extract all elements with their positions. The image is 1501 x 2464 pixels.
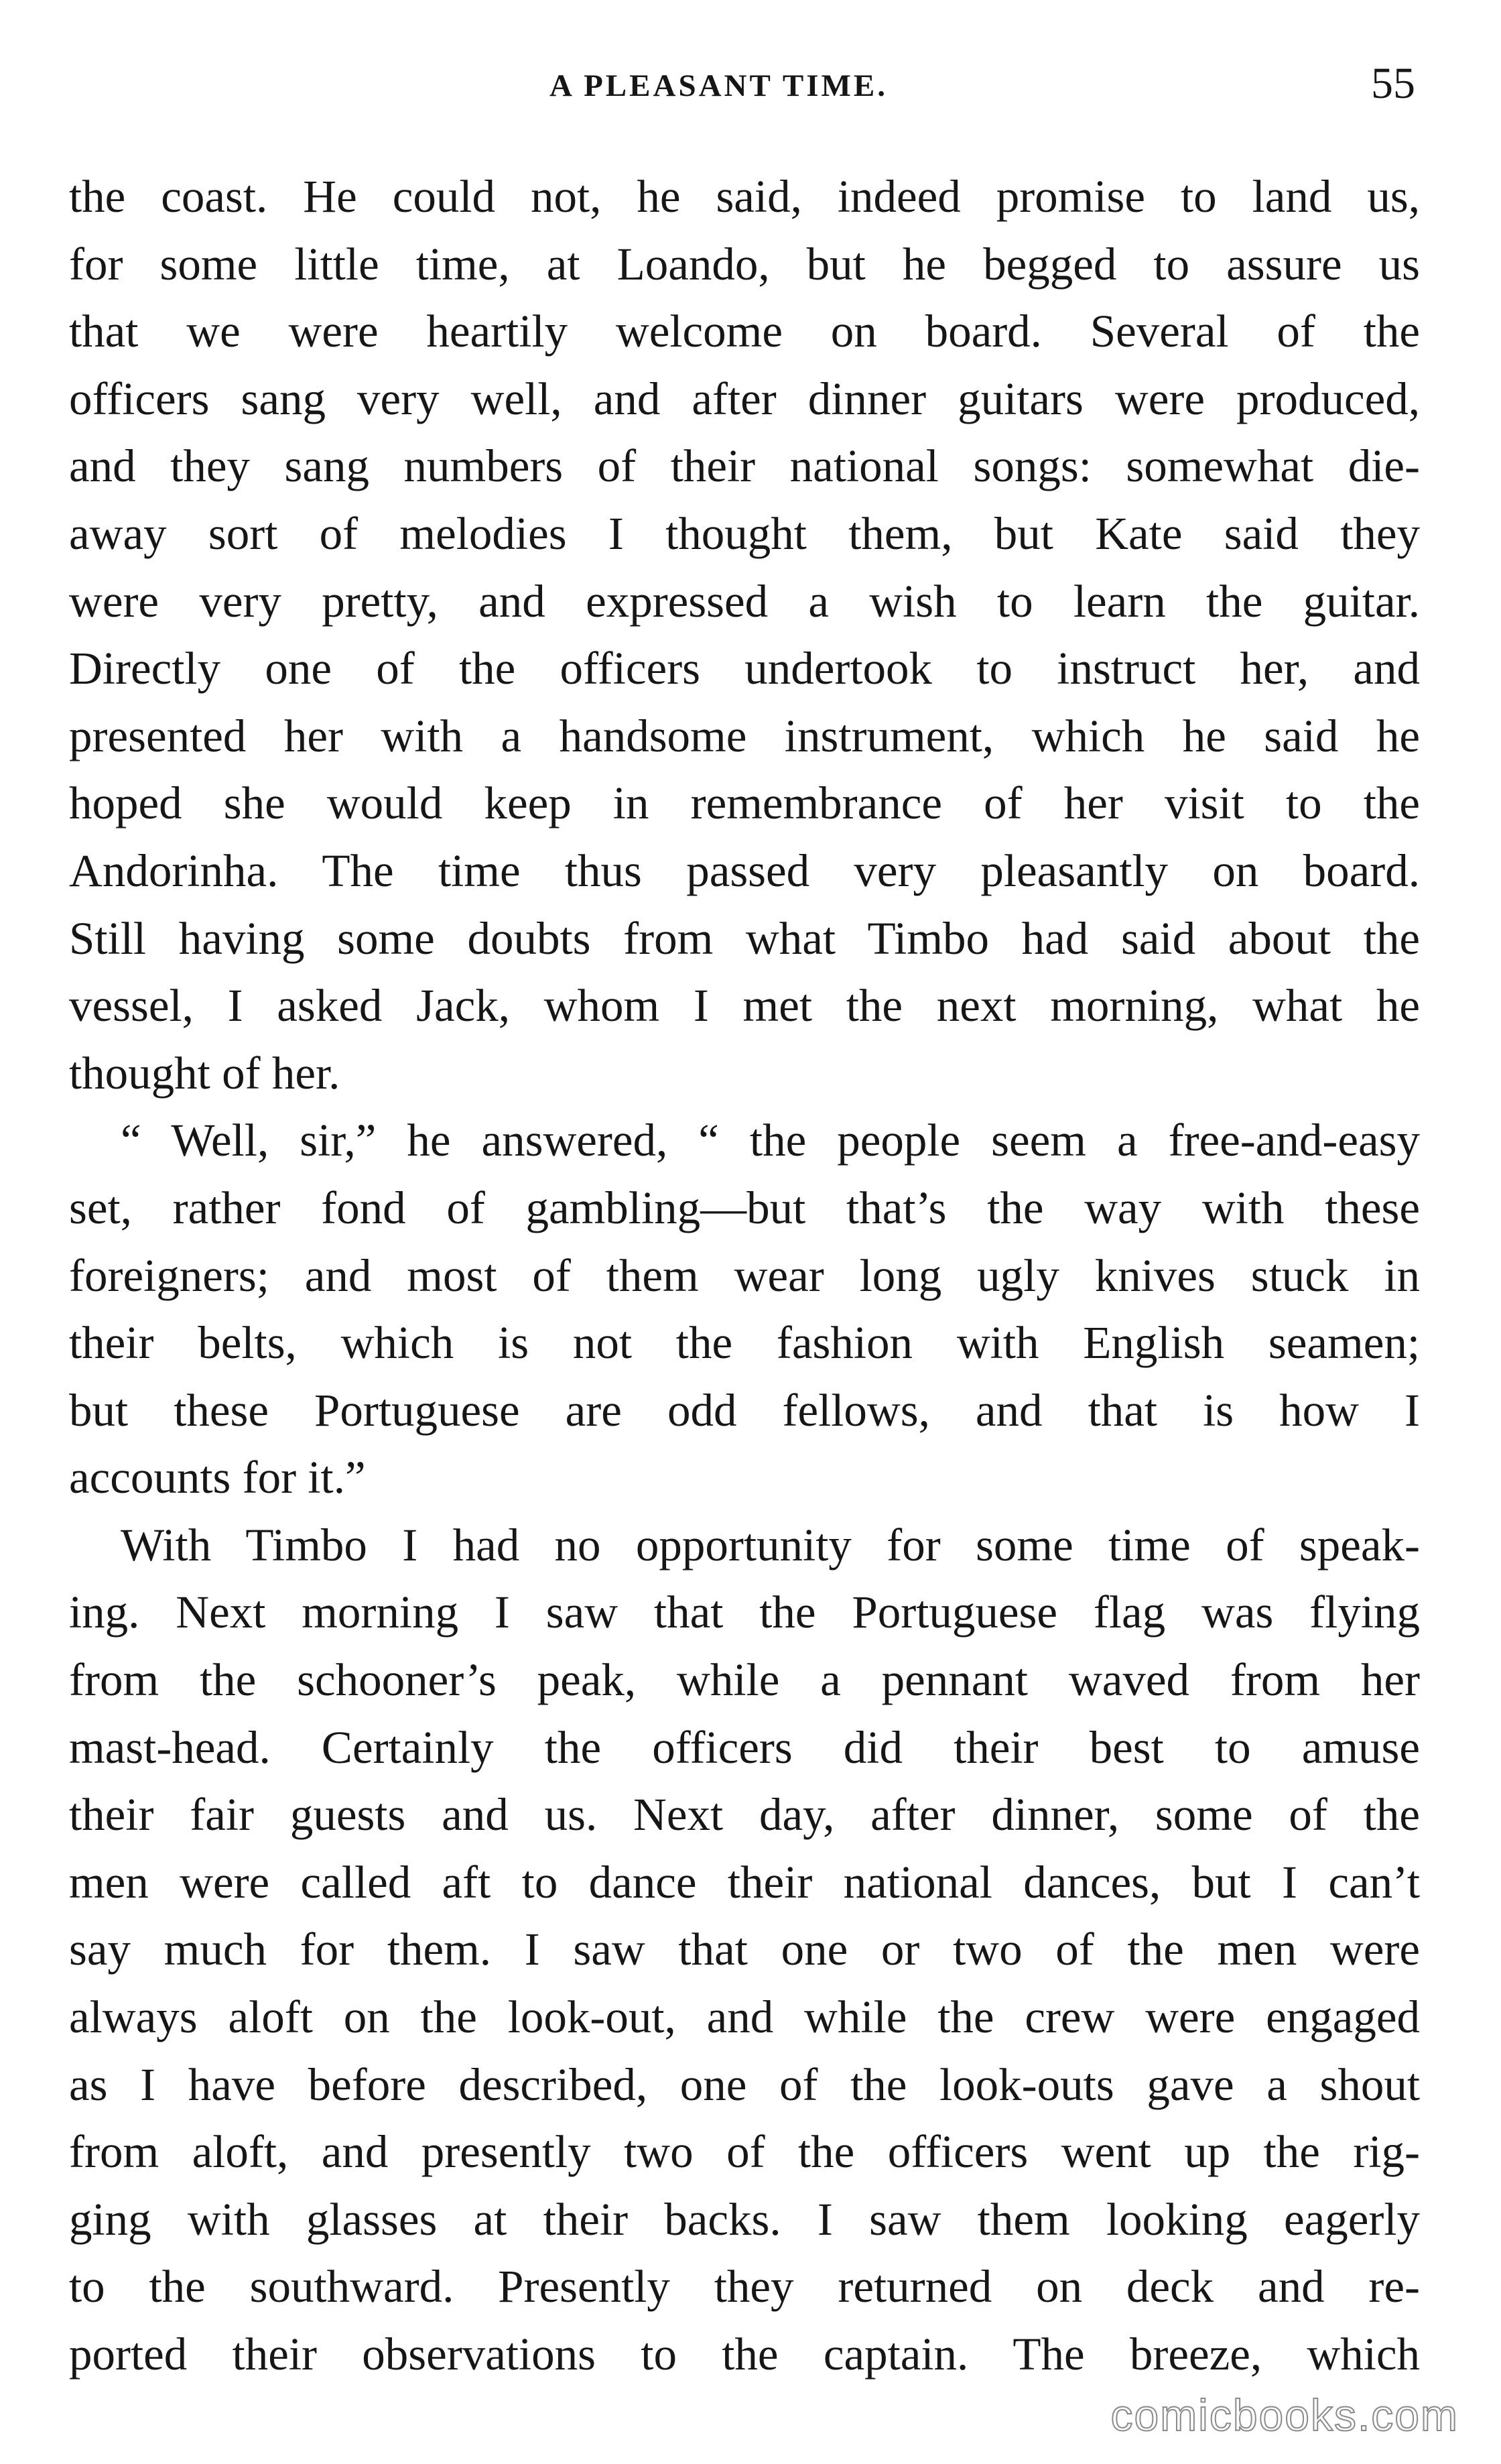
watermark: comicbooks.com bbox=[1110, 2390, 1459, 2440]
text-line: ging with glasses at their backs. I saw them looking eagerly bbox=[69, 2193, 1420, 2245]
text-line: ported their observations to the captain. The breeze, which bbox=[69, 2329, 1420, 2380]
text-line: as I have before described, one of the look-outs gave a shout bbox=[69, 2058, 1420, 2110]
text-line: hoped she would keep in remembrance of her visit to the bbox=[69, 778, 1420, 829]
text-line: Directly one of the officers undertook to instruct her, and bbox=[69, 643, 1420, 694]
text-line: officers sang very well, and after dinner guitars were produced, bbox=[69, 373, 1420, 424]
text-line: were very pretty, and expressed a wish to learn the guitar. bbox=[69, 575, 1420, 627]
running-title: A PLEASANT TIME. bbox=[549, 68, 888, 103]
text-line: from aloft, and presently two of the officers went up the rig- bbox=[69, 2126, 1420, 2178]
text-line: the coast. He could not, he said, indeed promise to land us, bbox=[69, 171, 1420, 222]
text-line: With Timbo I had no opportunity for some time of speak- bbox=[121, 1519, 1420, 1570]
text-line: their fair guests and us. Next day, after dinner, some of the bbox=[69, 1789, 1420, 1841]
text-line: always aloft on the look-out, and while the crew were engaged bbox=[69, 1991, 1420, 2043]
text-line: from the schooner’s peak, while a pennant waved from her bbox=[69, 1654, 1420, 1706]
text-line: away sort of melodies I thought them, but Kate said they bbox=[69, 507, 1420, 559]
text-line: that we were heartily welcome on board. Several of the bbox=[69, 306, 1420, 357]
text-line: set, rather fond of gambling—but that’s the way with these bbox=[69, 1182, 1420, 1233]
text-line: Still having some doubts from what Timbo had said about the bbox=[69, 912, 1420, 964]
text-line: mast-head. Certainly the officers did their best to amuse bbox=[69, 1721, 1420, 1773]
text-line: for some little time, at Loando, but he begged to assure us bbox=[69, 238, 1420, 290]
text-line: but these Portuguese are odd fellows, and that is how I bbox=[69, 1384, 1420, 1436]
text-line: men were called aft to dance their national dances, but I can’t bbox=[69, 1856, 1420, 1908]
text-line: thought of her. bbox=[69, 1047, 340, 1099]
text-line: “ Well, sir,” he answered, “ the people seem a free-and-easy bbox=[121, 1115, 1420, 1166]
text-line: and they sang numbers of their national songs: somewhat die- bbox=[69, 440, 1420, 492]
text-line: Andorinha. The time thus passed very pleasantly on board. bbox=[69, 845, 1420, 896]
text-line: to the southward. Presently they returned on deck and re- bbox=[69, 2261, 1420, 2313]
text-line: accounts for it.” bbox=[69, 1452, 366, 1503]
text-line: say much for them. I saw that one or two of the men were bbox=[69, 1924, 1420, 1975]
text-line: their belts, which is not the fashion with English seamen; bbox=[69, 1317, 1420, 1369]
text-line: foreigners; and most of them wear long ugly knives stuck in bbox=[69, 1249, 1420, 1301]
text-line: ing. Next morning I saw that the Portuguese flag was flying bbox=[69, 1587, 1420, 1638]
text-line: vessel, I asked Jack, whom I met the next morning, what he bbox=[69, 980, 1420, 1032]
body-text bbox=[69, 163, 1420, 2388]
page-number: 55 bbox=[1371, 59, 1415, 108]
text-line: presented her with a handsome instrument, which he said he bbox=[69, 710, 1420, 761]
